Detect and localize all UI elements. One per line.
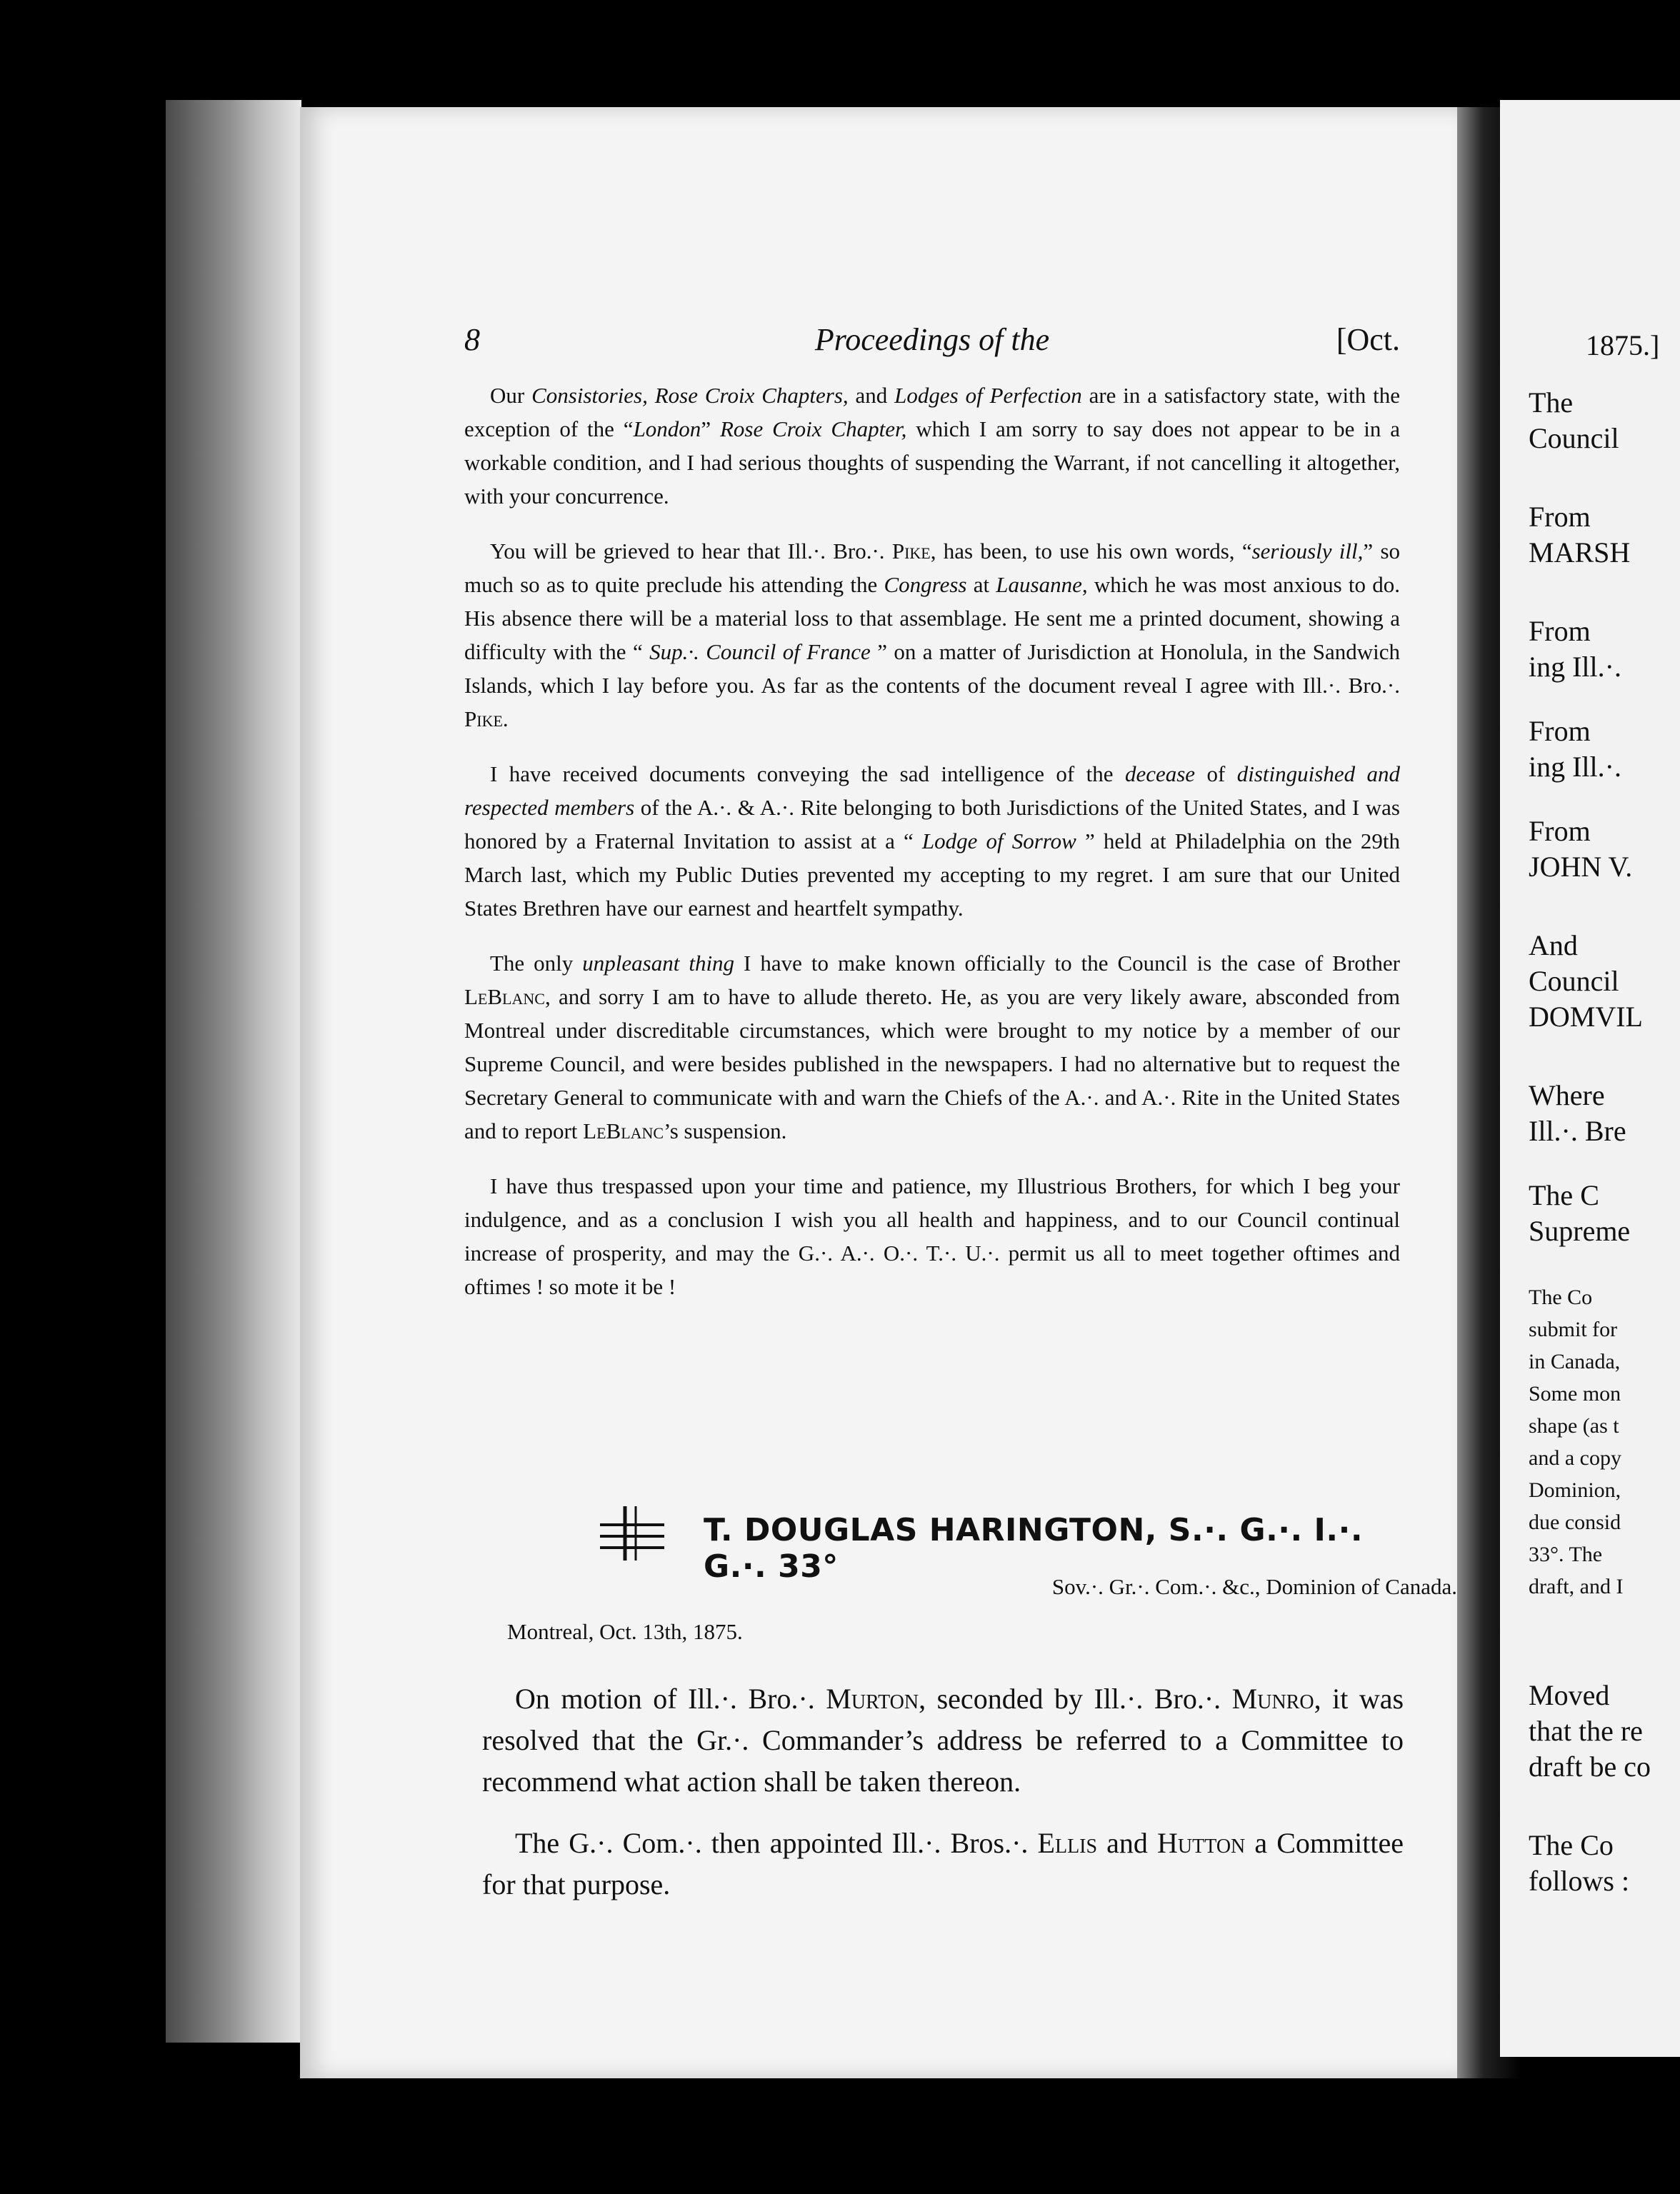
- page-header: [464, 321, 1400, 371]
- facing-page-line: The Co: [1529, 1829, 1614, 1861]
- facing-page-line: Dominion,: [1529, 1478, 1621, 1502]
- facing-page-line: in Canada,: [1529, 1350, 1621, 1373]
- italic-text: Consistories, Rose Croix Chapters,: [531, 383, 849, 408]
- running-title: Proceedings of the: [814, 322, 1050, 357]
- text-run: , it was resolved that the Gr.·. Commander’s address be referred to a Committee to recommend what action shall be taken thereon.: [482, 1683, 1404, 1798]
- text-run: ”: [701, 416, 720, 441]
- text-run: of: [1195, 761, 1237, 786]
- small-caps-name: Munro: [1231, 1683, 1314, 1715]
- text-run: , and sorry I am to have to allude thereto. He, as you are very likely aware, absconded from Montreal under discreditable circumstances, which were brought to my notice by a member of our Supreme Council, and were besides published in the newspapers. I had no alternative but to request the Secretary General to communicate with and warn the Chiefs of the A.·. and A.·. Rite in the United States and to report: [464, 984, 1400, 1143]
- text-run: at: [966, 572, 996, 597]
- facing-page-line: draft, and I: [1529, 1575, 1624, 1598]
- small-caps-name: LeBlanc: [464, 984, 545, 1009]
- facing-page-line: ing Ill.·.: [1529, 751, 1621, 783]
- facing-page-line: ing Ill.·.: [1529, 651, 1621, 683]
- italic-text: Lodge of Sorrow: [921, 828, 1076, 853]
- text-run: ” so much so as to quite preclude his attending the: [464, 539, 1401, 597]
- text-run: a Committee for that purpose.: [482, 1827, 1404, 1900]
- facing-page-line: Ill.·. Bre: [1529, 1115, 1626, 1147]
- patriarchal-cross-icon: [593, 1505, 679, 1562]
- text-run: and: [1097, 1827, 1158, 1859]
- text-run: .: [502, 706, 509, 731]
- facing-page-header: 1875.]: [1586, 329, 1660, 361]
- text-run: I have thus trespassed upon your time and patience, my Illustrious Brothers, for which I beg your indulgence, and as a conclusion I wish you all health and happiness, and to our Council continual increase of prosperity, and may the G.·. A.·. O.·. T.·. U.·. permit us all to meet together oftimes and oftimes ! so mote it be !: [464, 1173, 1400, 1299]
- page-number: 8: [464, 322, 480, 357]
- minutes-paragraph: [482, 1678, 1404, 1803]
- facing-page-line: Supreme: [1529, 1215, 1631, 1247]
- section-marker: [Oct.: [1336, 322, 1400, 357]
- small-caps-name: Hutton: [1157, 1827, 1246, 1859]
- facing-page-line: follows :: [1529, 1865, 1630, 1897]
- text-run: On motion of Ill.·. Bro.·.: [515, 1683, 826, 1715]
- italic-text: Rose Croix Chapter,: [719, 416, 907, 441]
- facing-page-line: that the re: [1529, 1715, 1643, 1747]
- italic-text: decease: [1124, 761, 1196, 786]
- text-run: ’s suspension.: [664, 1118, 787, 1143]
- italic-text: seriously ill,: [1251, 539, 1364, 563]
- signatory-name: T. DOUGLAS HARINGTON, S.·. G.·. I.·. G.·. 33°: [704, 1512, 1364, 1585]
- facing-page: [1500, 100, 1680, 2057]
- facing-page-line: The: [1529, 386, 1574, 419]
- text-run: I have to make known officially to the Council is the case of Brother: [734, 951, 1400, 976]
- text-run: which I am sorry to say does not appear to be in a workable condition, and I had serious thoughts of suspending the Warrant, if not cancelling it altogether, with your concurrence.: [464, 416, 1400, 509]
- text-run: ” on a matter of Jurisdiction at Honolula, in the Sandwich Islands, which I lay before you. As far as the contents of the document reveal I agree with Ill.·. Bro.·.: [464, 639, 1401, 698]
- small-caps-name: Murton: [826, 1683, 919, 1715]
- facing-page-line: JOHN V.: [1529, 851, 1633, 883]
- facing-page-line: Where: [1529, 1079, 1605, 1111]
- minutes-paragraph: [482, 1823, 1404, 1905]
- facing-page-line: 33°. The: [1529, 1543, 1603, 1566]
- facing-page-line: From: [1529, 615, 1591, 647]
- text-run: I have received documents conveying the sad intelligence of the: [490, 761, 1125, 786]
- small-caps-name: LeBlanc: [583, 1118, 664, 1143]
- facing-page-line: The Co: [1529, 1286, 1593, 1309]
- small-caps-name: Pike: [464, 706, 503, 731]
- facing-page-line: and a copy: [1529, 1446, 1621, 1470]
- facing-page-line: The C: [1529, 1179, 1599, 1211]
- facing-page-line: submit for: [1529, 1318, 1618, 1341]
- small-caps-name: Ellis: [1037, 1827, 1098, 1859]
- facing-page-line: draft be co: [1529, 1750, 1651, 1783]
- text-run: ” held at Philadelphia on the 29th March last, which my Public Duties prevented my accepting to my regret. I am sure that our United States Brethren have our earnest and heartfelt sympathy.: [464, 828, 1400, 921]
- text-run: and: [848, 383, 895, 408]
- facing-page-line: From: [1529, 715, 1591, 747]
- italic-text: Sup.·. Council of France: [649, 639, 871, 664]
- signature-block: [593, 1505, 1393, 1585]
- facing-page-line: From: [1529, 815, 1591, 847]
- text-run: Our: [490, 383, 532, 408]
- address-paragraph: [464, 1169, 1400, 1303]
- small-caps-name: Pike: [891, 539, 931, 563]
- minutes-body: [482, 1678, 1404, 1925]
- facing-page-line: Council: [1529, 422, 1619, 454]
- address-paragraph: [464, 946, 1400, 1148]
- italic-text: Lausanne,: [996, 572, 1088, 597]
- dateline: Montreal, Oct. 13th, 1875.: [507, 1619, 743, 1644]
- book-page-edges: [166, 100, 301, 2043]
- facing-page-line: Some mon: [1529, 1382, 1621, 1406]
- facing-page-line: Moved: [1529, 1679, 1610, 1711]
- text-run: , has been, to use his own words, “: [930, 539, 1252, 563]
- address-paragraph: [464, 757, 1400, 925]
- address-paragraph: [464, 379, 1400, 513]
- signatory-title: Sov.·. Gr.·. Com.·. &c., Dominion of Canada.: [1051, 1574, 1457, 1599]
- text-run: The only: [490, 951, 583, 976]
- italic-text: Congress: [884, 572, 967, 597]
- facing-page-line: due consid: [1529, 1511, 1621, 1534]
- text-run: You will be grieved to hear that Ill.·. Bro.·.: [490, 539, 892, 563]
- facing-page-line: From: [1529, 501, 1591, 533]
- facing-page-line: MARSH: [1529, 536, 1631, 568]
- left-page: [300, 107, 1457, 2078]
- text-run: of the A.·. & A.·. Rite belonging to both Jurisdictions of the United States, and I was honored by a Fraternal Invitation to assist at a “: [464, 795, 1400, 853]
- facing-page-line: shape (as t: [1529, 1414, 1619, 1438]
- text-run: The G.·. Com.·. then appointed Ill.·. Bros.·.: [515, 1827, 1038, 1859]
- facing-page-line: DOMVIL: [1529, 1001, 1643, 1033]
- address-paragraph: [464, 534, 1400, 736]
- italic-text: Lodges of Perfection: [894, 383, 1082, 408]
- address-body: [464, 379, 1400, 1325]
- italic-text: London: [633, 416, 701, 441]
- facing-page-line: And: [1529, 929, 1578, 961]
- facing-page-line: Council: [1529, 965, 1619, 997]
- text-run: which he was most anxious to do. His absence there will be a material loss to that assemblage. He sent me a printed document, showing a difficulty with the “: [464, 572, 1400, 664]
- text-run: are in a satisfactory state, with the exception of the “: [464, 383, 1400, 441]
- italic-text: unpleasant thing: [582, 951, 735, 976]
- text-run: , seconded by Ill.·. Bro.·.: [919, 1683, 1232, 1715]
- italic-text: distinguished and respected members: [464, 761, 1400, 820]
